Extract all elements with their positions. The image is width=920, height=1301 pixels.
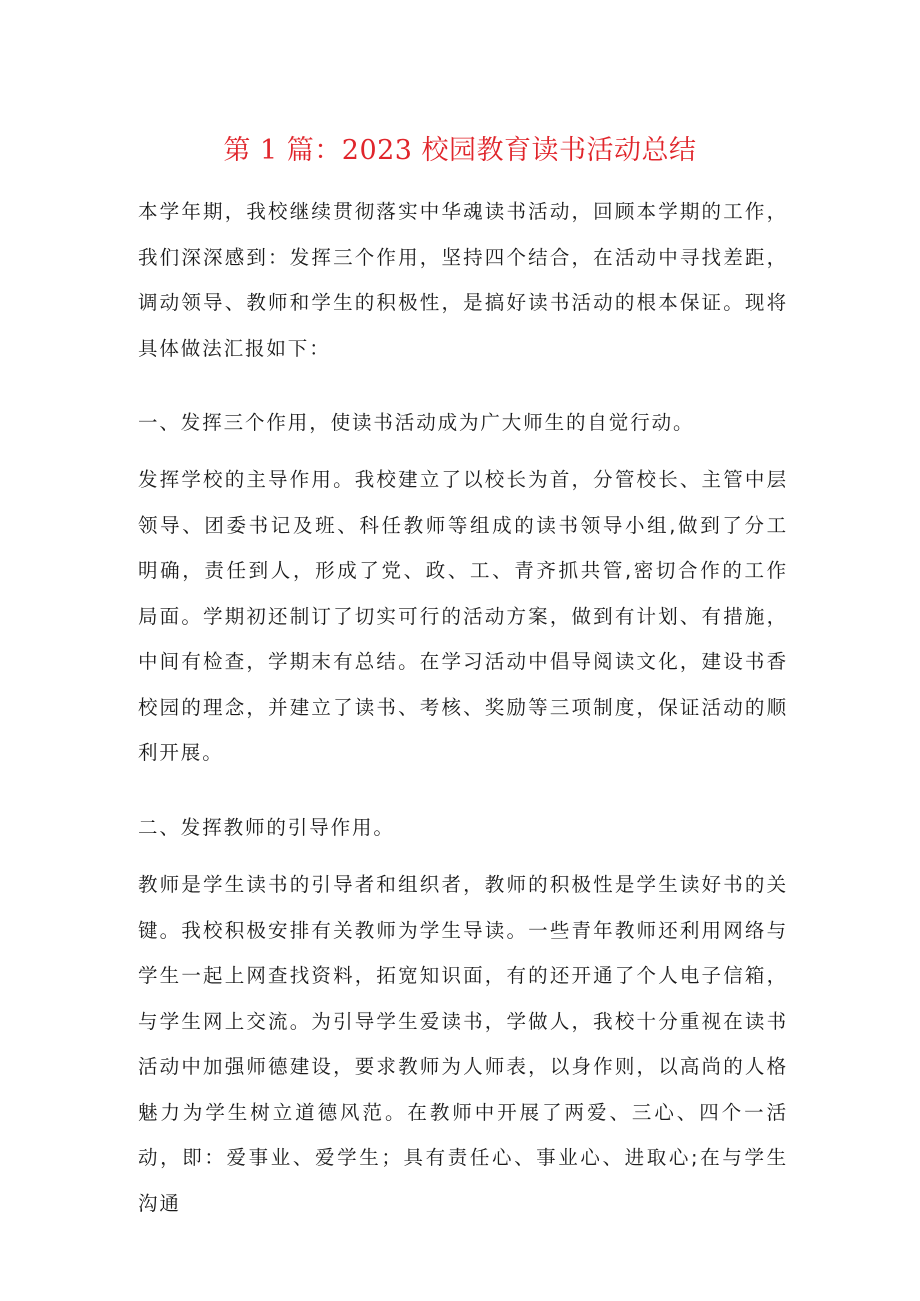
paragraph-intro: 本学年期，我校继续贯彻落实中华魂读书活动，回顾本学期的工作，我们深深感到：发挥三个作用，坚持四个结合，在活动中寻找差距，调动领导、教师和学生的积极性，是搞好读书活动的根本保证。现将具体做法汇报如下： — [138, 200, 788, 360]
section-heading-2: 二、发挥教师的引导作用。 — [138, 816, 395, 839]
document-title: 第 1 篇：2023 校园教育读书活动总结 — [223, 135, 697, 166]
section-heading-1: 一、发挥三个作用，使读书活动成为广大师生的自觉行动。 — [138, 411, 695, 434]
paragraph-school-role: 发挥学校的主导作用。我校建立了以校长为首，分管校长、主管中层领导、团委书记及班、科任教师等组成的读书领导小组,做到了分工明确，责任到人，形成了党、政、工、青齐抓共管,密切合作的工作局面。学期初还制订了切实可行的活动方案，做到有计划、有措施，中间有检查，学期末有总结。在学习活动中倡导阅读文化，建设书香校园的理念，并建立了读书、考核、奖励等三项制度，保证活动的顺利开展。 — [138, 468, 788, 764]
paragraph-teacher-role: 教师是学生读书的引导者和组织者，教师的积极性是学生读好书的关键。我校积极安排有关教师为学生导读。一些青年教师还利用网络与学生一起上网查找资料，拓宽知识面，有的还开通了个人电子信箱，与学生网上交流。为引导学生爱读书，学做人，我校十分重视在读书活动中加强师德建设，要求教师为人师表，以身作则，以高尚的人格魅力为学生树立道德风范。在教师中开展了两爱、三心、四个一活动，即：爱事业、爱学生；具有责任心、事业心、进取心;在与学生沟通 — [138, 873, 788, 1215]
